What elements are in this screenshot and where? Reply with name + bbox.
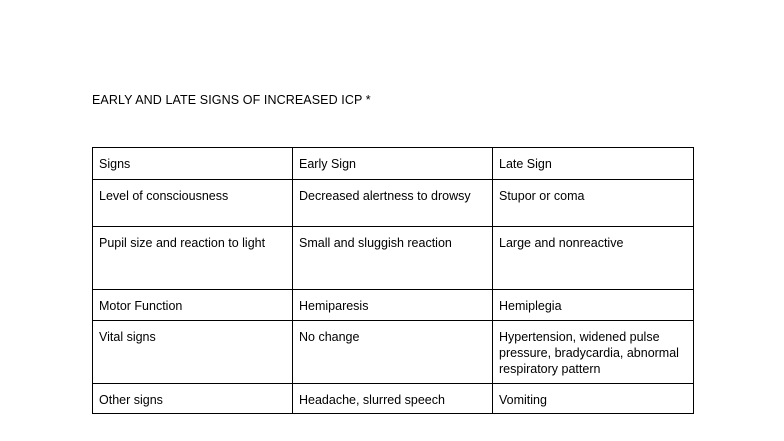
table-cell: Headache, slurred speech — [293, 384, 493, 414]
table-cell: Hemiparesis — [293, 290, 493, 321]
table-cell: Small and sluggish reaction — [293, 227, 493, 290]
table-cell: Motor Function — [93, 290, 293, 321]
header-cell-late-sign: Late Sign — [493, 148, 694, 180]
table-cell: Pupil size and reaction to light — [93, 227, 293, 290]
table-cell: Hemiplegia — [493, 290, 694, 321]
table-row — [93, 384, 694, 414]
table-cell: Level of consciousness — [93, 180, 293, 227]
table-row — [93, 321, 694, 384]
icp-signs-table — [92, 147, 694, 414]
table-row — [93, 180, 694, 227]
table-cell: Vomiting — [493, 384, 694, 414]
table-cell: Stupor or coma — [493, 180, 694, 227]
table-row — [93, 290, 694, 321]
document-title: EARLY AND LATE SIGNS OF INCREASED ICP * — [92, 93, 371, 107]
table-cell: No change — [293, 321, 493, 384]
table-cell: Hypertension, widened pulse pressure, bradycardia, abnormal respiratory pattern — [493, 321, 694, 384]
table-cell: Vital signs — [93, 321, 293, 384]
table-header-row — [93, 148, 694, 180]
table-cell: Other signs — [93, 384, 293, 414]
table-cell: Large and nonreactive — [493, 227, 694, 290]
table-row — [93, 227, 694, 290]
table-cell: Decreased alertness to drowsy — [293, 180, 493, 227]
header-cell-signs: Signs — [93, 148, 293, 180]
header-cell-early-sign: Early Sign — [293, 148, 493, 180]
